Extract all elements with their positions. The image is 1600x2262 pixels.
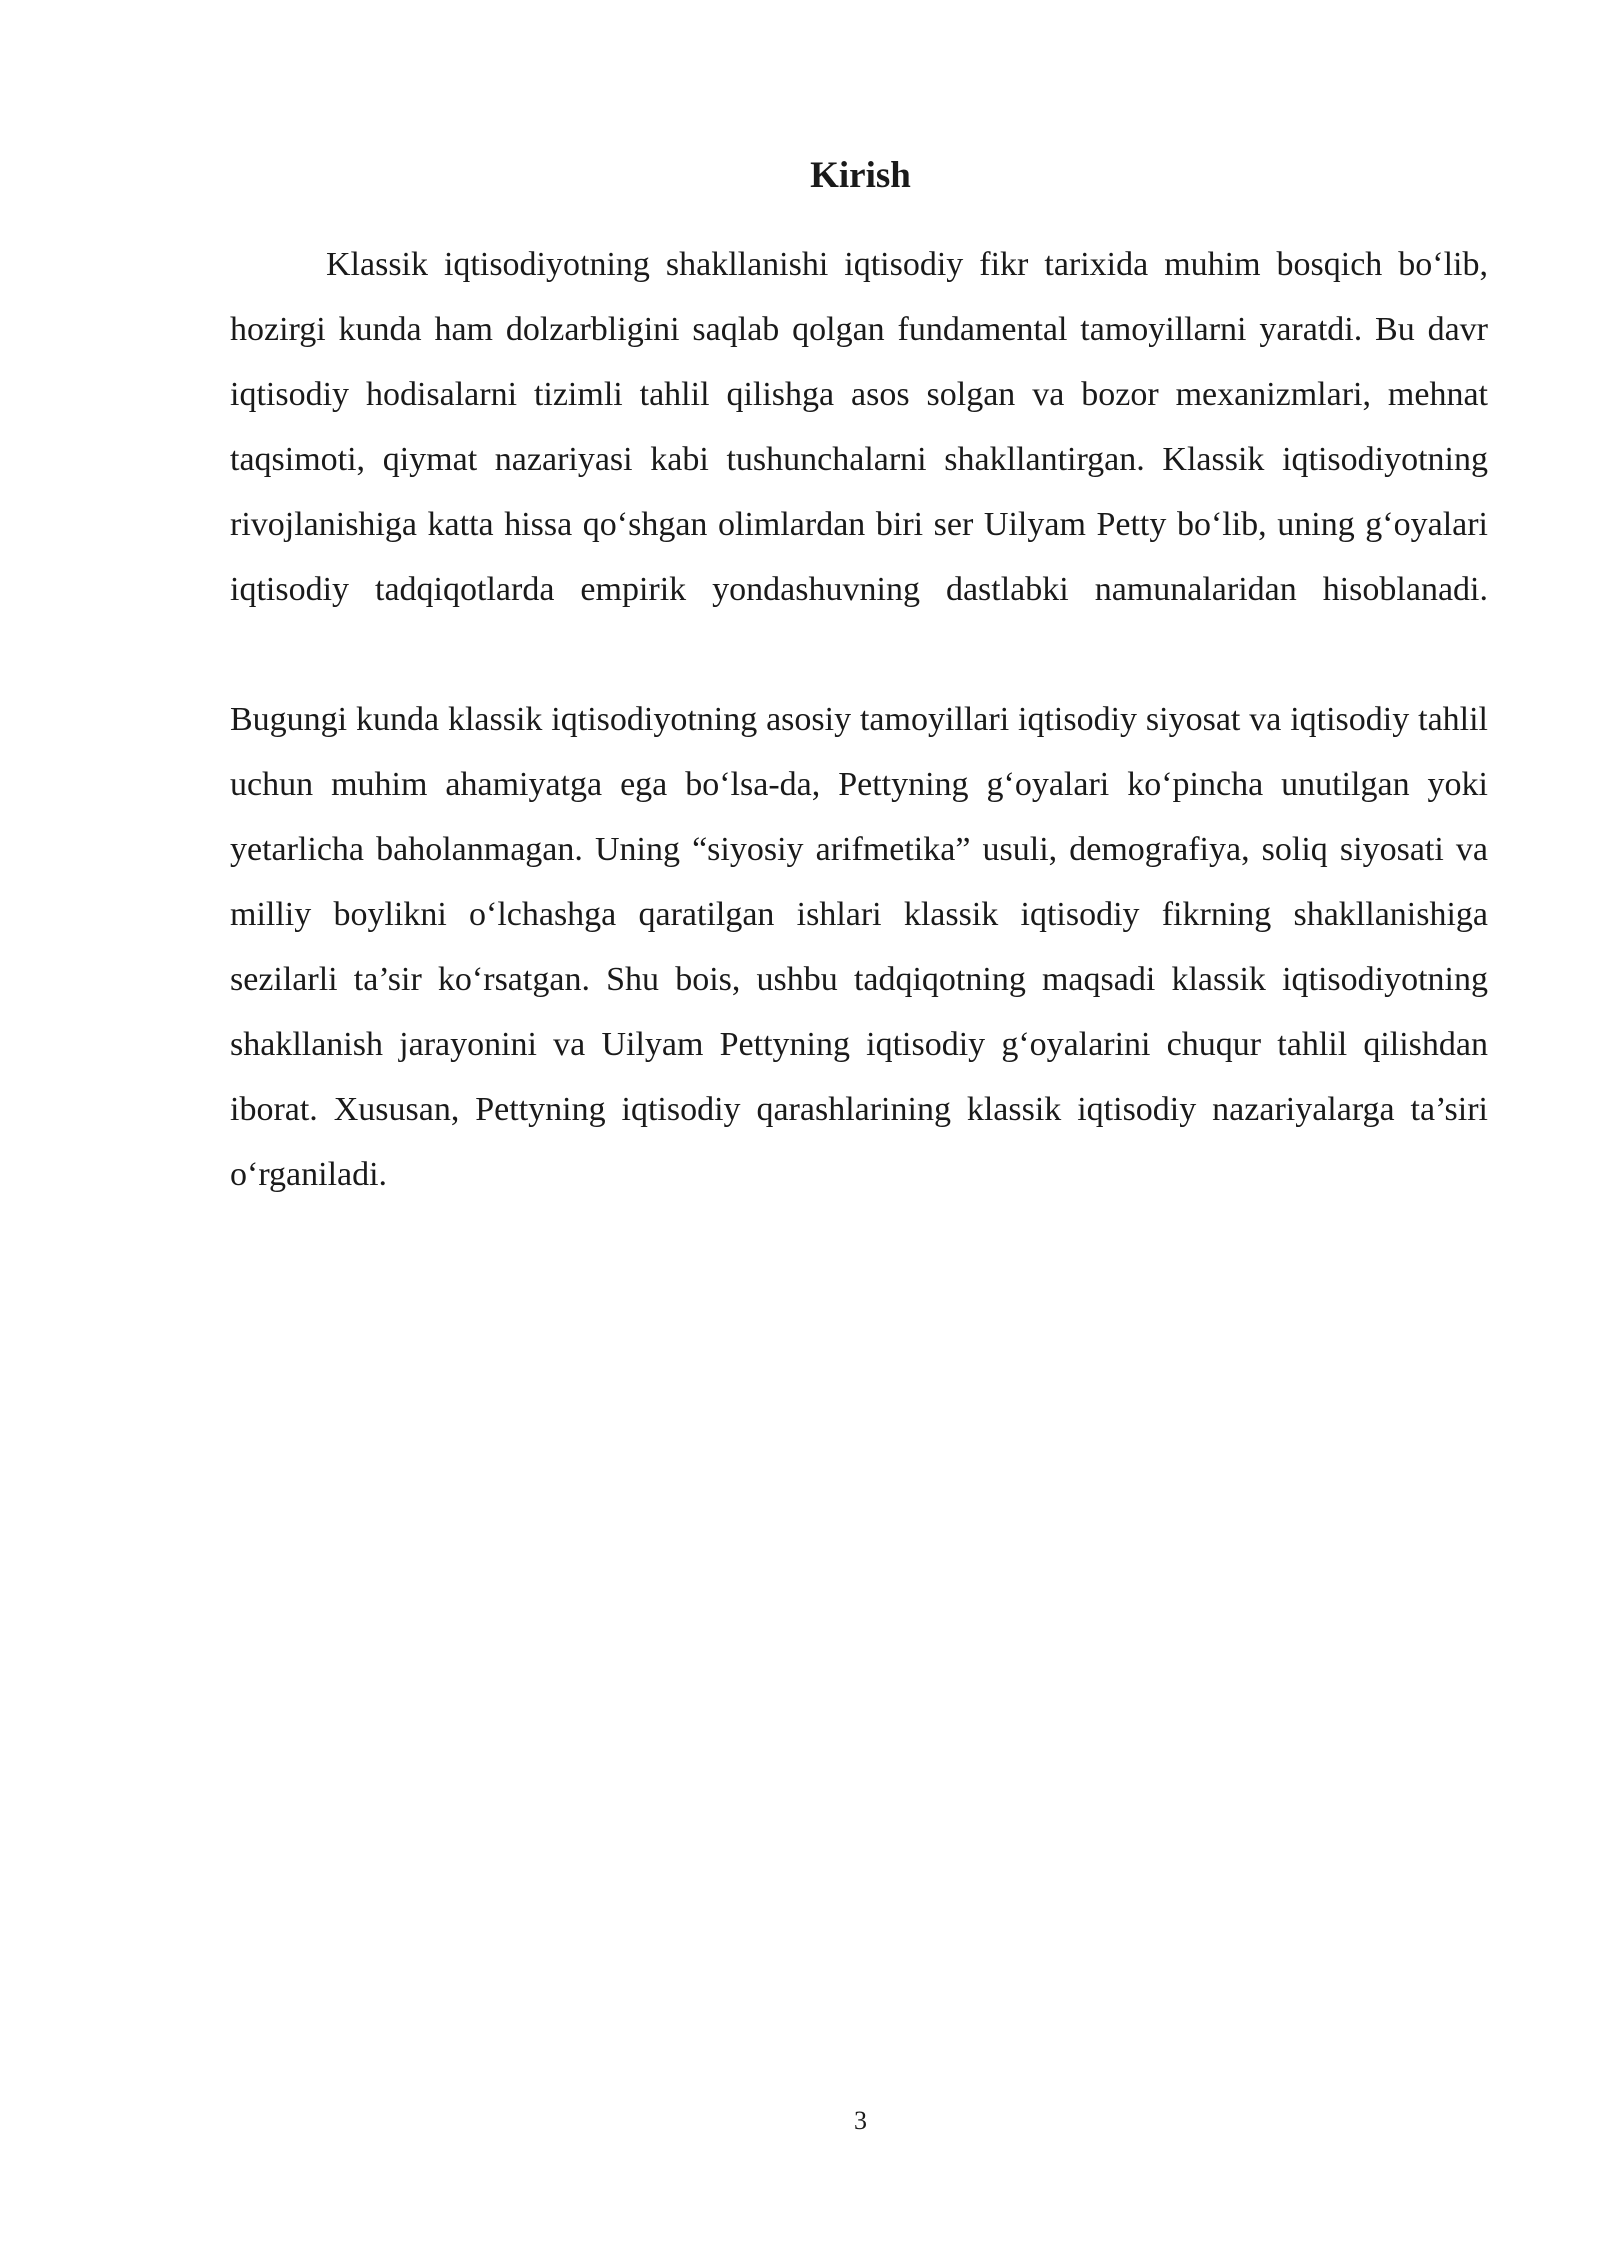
page-number: 3 (854, 2106, 867, 2135)
paragraph-2: Bugungi kunda klassik iqtisodiyotning asosiy tamoyillari iqtisodiy siyosat va iqtisodiy tahlil uchun muhim ahamiyatga ega bo‘lsa-da, Pettyning g‘oyalari ko‘pincha unutilgan yoki yetarlicha baholanmagan. Uning “siyosiy arifmetika” usuli, demografiya, soliq siyosati va milliy boylikni o‘lchashga qaratilgan ishlari klassik iqtisodiy fikrning shakllanishiga sezilarli ta’sir ko‘rsatgan. Shu bois, ushbu tadqiqotning maqsadi klassik iqtisodiyotning shakllanish jarayonini va Uilyam Pettyning iqtisodiy g‘oyalarini chuqur tahlil qilishdan iborat. Xususan, Pettyning iqtisodiy qarashlarining klassik iqtisodiy nazariyalarga ta’siri o‘rganiladi. (230, 701, 1488, 1193)
page-title: Kirish (810, 155, 911, 196)
body-text (230, 232, 1488, 1207)
paragraph-1: Klassik iqtisodiyotning shakllanishi iqtisodiy fikr tarixida muhim bosqich bo‘lib, hozirgi kunda ham dolzarbligini saqlab qolgan fundamental tamoyillarni yaratdi. Bu davr iqtisodiy hodisalarni tizimli tahlil qilishga asos solgan va bozor mexanizmlari, mehnat taqsimoti, qiymat nazariyasi kabi tushunchalarni shakllantirgan. Klassik iqtisodiyotning rivojlanishiga katta hissa qo‘shgan olimlardan biri ser Uilyam Petty bo‘lib, uning g‘oyalari iqtisodiy tadqiqotlarda empirik yondashuvning dastlabki namunalaridan hisoblanadi. (230, 246, 1488, 608)
